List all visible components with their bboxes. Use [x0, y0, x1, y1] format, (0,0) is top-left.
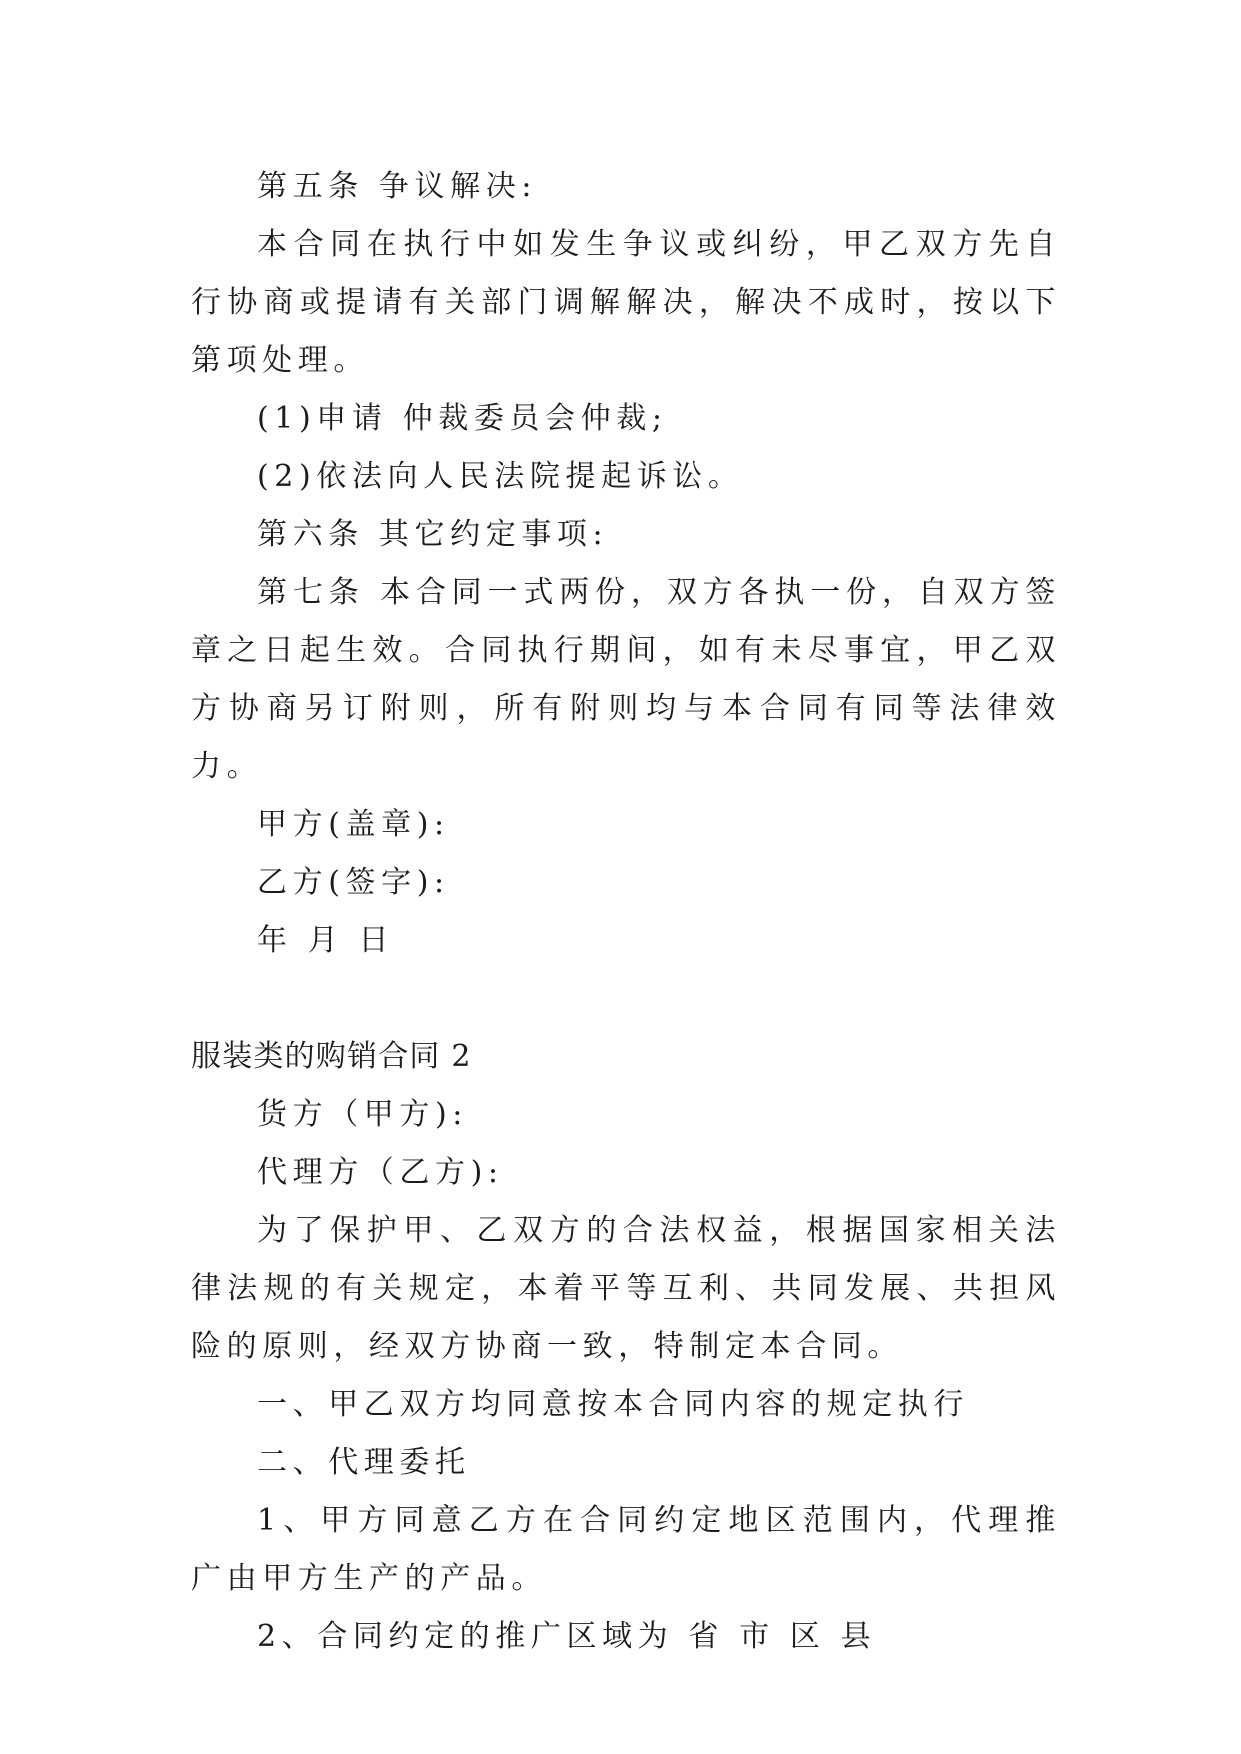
party-b-sign-line: 乙方(签字): — [257, 865, 450, 900]
supplier-line: 货方（甲方): — [257, 1097, 469, 1132]
article5-body: 本合同在执行中如发生争议或纠纷，甲乙双方先自行协商或提请有关部门调解解决，解决不成时，按以下第项处理。 — [191, 227, 1061, 378]
clause-2-item-2: 2、合同约定的推广区域为 省 市 区 县 — [257, 1619, 877, 1654]
clause-1: 一、甲乙双方均同意按本合同内容的规定执行 — [257, 1387, 969, 1422]
contract-2-title: 服装类的购销合同 2 — [191, 1039, 472, 1074]
article5-title: 第五条 争议解决: — [257, 169, 538, 204]
article6-title: 第六条 其它约定事项: — [257, 517, 609, 552]
dispute-option-1: (1)申请 仲裁委员会仲裁; — [257, 401, 668, 436]
preamble: 为了保护甲、乙双方的合法权益，根据国家相关法律法规的有关规定，本着平等互利、共同发展、共担风险的原则，经双方协商一致，特制定本合同。 — [191, 1213, 1061, 1364]
dispute-option-2: (2)依法向人民法院提起诉讼。 — [257, 459, 744, 494]
date-line: 年 月 日 — [257, 923, 395, 958]
party-a-seal-line: 甲方(盖章): — [257, 807, 450, 842]
clause-2-item-1: 1、甲方同意乙方在合同约定地区范围内，代理推广由甲方生产的产品。 — [191, 1503, 1061, 1596]
clause-2-title: 二、代理委托 — [257, 1445, 471, 1480]
agent-line: 代理方（乙方): — [257, 1155, 504, 1190]
article7-body: 第七条 本合同一式两份，双方各执一份，自双方签章之日起生效。合同执行期间，如有未尽事宜，甲乙双方协商另订附则，所有附则均与本合同有同等法律效力。 — [191, 575, 1061, 784]
document-body — [191, 158, 1061, 1666]
